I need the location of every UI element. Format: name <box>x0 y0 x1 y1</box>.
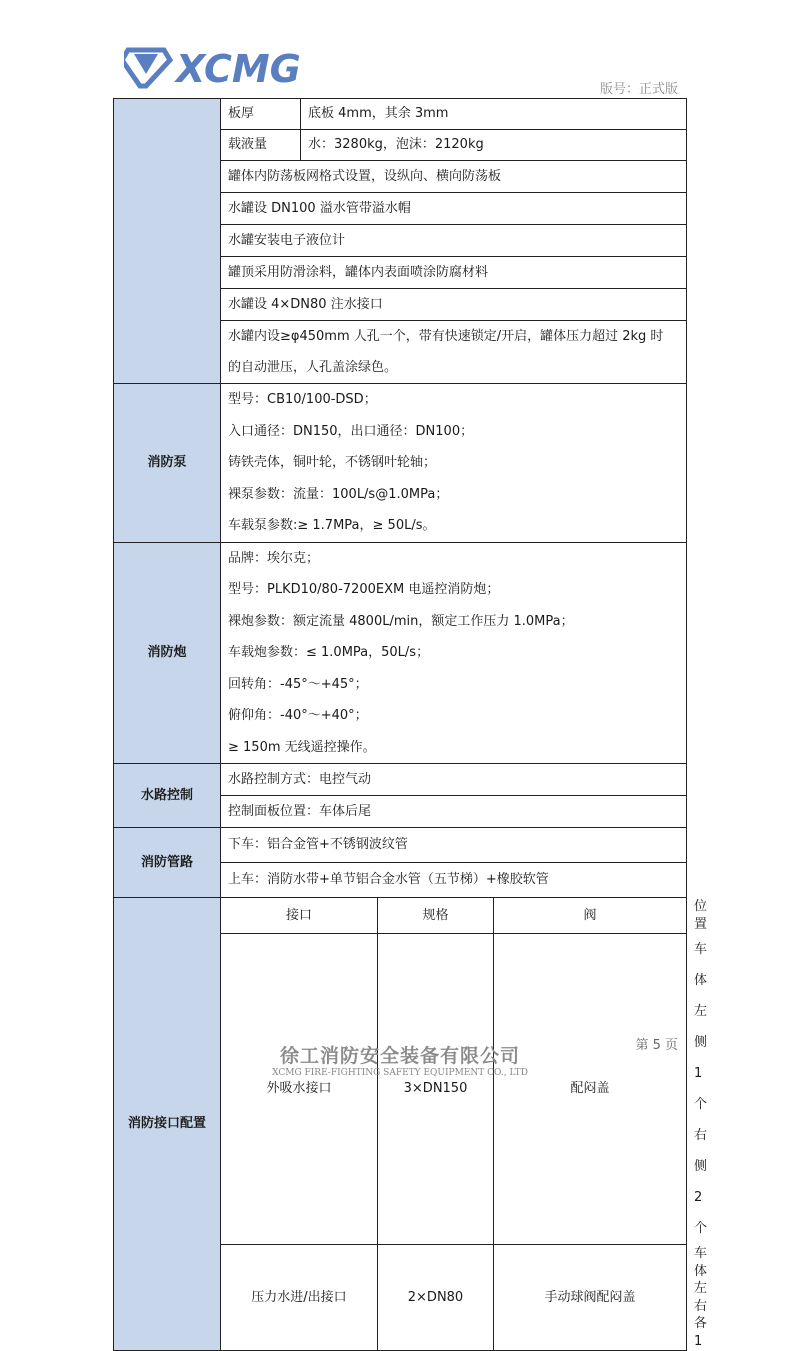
monitor-line: ≥ 150m 无线遥控操作。 <box>228 739 376 755</box>
thickness-label: 板厚 <box>221 99 301 130</box>
page-number: 第 5 页 <box>635 1038 678 1053</box>
header-spec: 规格 <box>378 898 494 934</box>
table-row <box>114 764 687 796</box>
company-name-cn: 徐工消防安全装备有限公司 <box>279 1045 520 1067</box>
interface-name: 压力水进/出接口 <box>221 1245 378 1351</box>
interface-name: 外吸水接口 <box>221 934 378 1245</box>
interface-valve: 配闷盖 <box>494 934 687 1245</box>
table-row: 压力水进/出接口 2×DN80 手动球阀配闷盖 车体左右各 1 <box>114 1245 687 1351</box>
capacity-value: 水：3280kg，泡沫：2120kg <box>301 130 687 161</box>
pump-line: 入口通径：DN150，出口通径：DN100； <box>228 423 474 439</box>
category-pump: 消防泵 <box>114 384 221 543</box>
waterway-mode: 水路控制方式：电控气动 <box>221 764 687 796</box>
piping-upper: 上车：消防水带+单节铝合金水管（五节梯）+橡胶软管 <box>221 863 687 898</box>
category-monitor: 消防炮 <box>114 542 221 764</box>
waterway-panel: 控制面板位置：车体后尾 <box>221 796 687 828</box>
version-label: 版号：正式版 <box>599 82 678 97</box>
interface-spec: 3×DN150 <box>378 934 494 1245</box>
table-row: 外吸水接口 3×DN150 配闷盖 车体左侧 1 个 右侧 2 个 <box>114 934 687 1245</box>
thickness-value: 底板 4mm，其余 3mm <box>301 99 687 130</box>
tank-item: 水罐安装电子液位计 <box>221 225 687 257</box>
tank-item: 水罐设 4×DN80 注水接口 <box>221 289 687 321</box>
capacity-label: 载液量 <box>221 130 301 161</box>
monitor-line: 车载炮参数：≤ 1.0MPa，50L/s； <box>228 645 430 660</box>
tank-item: 罐体内防荡板网格式设置，设纵向、横向防荡板 <box>221 161 687 193</box>
monitor-specs <box>221 542 687 764</box>
pump-line: 型号：CB10/100-DSD； <box>228 392 377 407</box>
category-piping: 消防管路 <box>114 828 221 898</box>
category-waterway: 水路控制 <box>114 764 221 828</box>
piping-lower: 下车：铝合金管+不锈钢波纹管 <box>221 828 687 863</box>
pump-line: 车载泵参数:≥ 1.7MPa，≥ 50L/s。 <box>228 518 436 533</box>
manhole-line-1: 水罐内设≥φ450mm 人孔一个，带有快速锁定/开启，罐体压力超过 2kg 时 <box>228 329 664 344</box>
monitor-line: 型号：PLKD10/80-7200EXM 电遥控消防炮； <box>228 582 500 597</box>
table-row <box>114 542 687 764</box>
header-interface: 接口 <box>221 898 378 934</box>
pump-line: 铸铁壳体，铜叶轮，不锈钢叶轮轴； <box>228 455 437 470</box>
table-row <box>114 828 687 863</box>
manhole-text <box>221 321 687 384</box>
manhole-line-2: 的自动泄压，人孔盖涂绿色。 <box>228 360 398 375</box>
xcmg-logo-mark <box>124 44 334 90</box>
svg-text:XCMG: XCMG <box>176 47 301 90</box>
monitor-line: 回转角：-45°～+45°； <box>228 676 368 692</box>
xcmg-logo <box>124 44 334 90</box>
tank-item: 水罐设 DN100 溢水管带溢水帽 <box>221 193 687 225</box>
company-name-en: XCMG FIRE-FIGHTING SAFETY EQUIPMENT CO., LTD <box>272 1068 528 1078</box>
table-row: 消防接口配置 接口 规格 阀 位置 <box>114 898 687 934</box>
tank-item: 罐顶采用防滑涂料，罐体内表面喷涂防腐材料 <box>221 257 687 289</box>
interface-valve: 手动球阀配闷盖 <box>494 1245 687 1351</box>
category-interfaces: 消防接口配置 <box>114 898 221 1351</box>
monitor-line: 品牌：埃尔克； <box>228 550 320 566</box>
header-valve: 阀 <box>494 898 687 934</box>
interface-spec: 2×DN80 <box>378 1245 494 1351</box>
spec-table <box>113 98 708 1351</box>
category-tank-continued <box>114 99 221 384</box>
monitor-line: 裸炮参数：额定流量 4800L/min，额定工作压力 1.0MPa； <box>228 613 574 629</box>
monitor-line: 俯仰角：-40°～+40°； <box>228 708 368 723</box>
pump-specs <box>221 384 687 543</box>
table-row <box>114 99 687 130</box>
table-row <box>114 384 687 543</box>
pump-line: 裸泵参数：流量：100L/s@1.0MPa； <box>228 486 449 502</box>
